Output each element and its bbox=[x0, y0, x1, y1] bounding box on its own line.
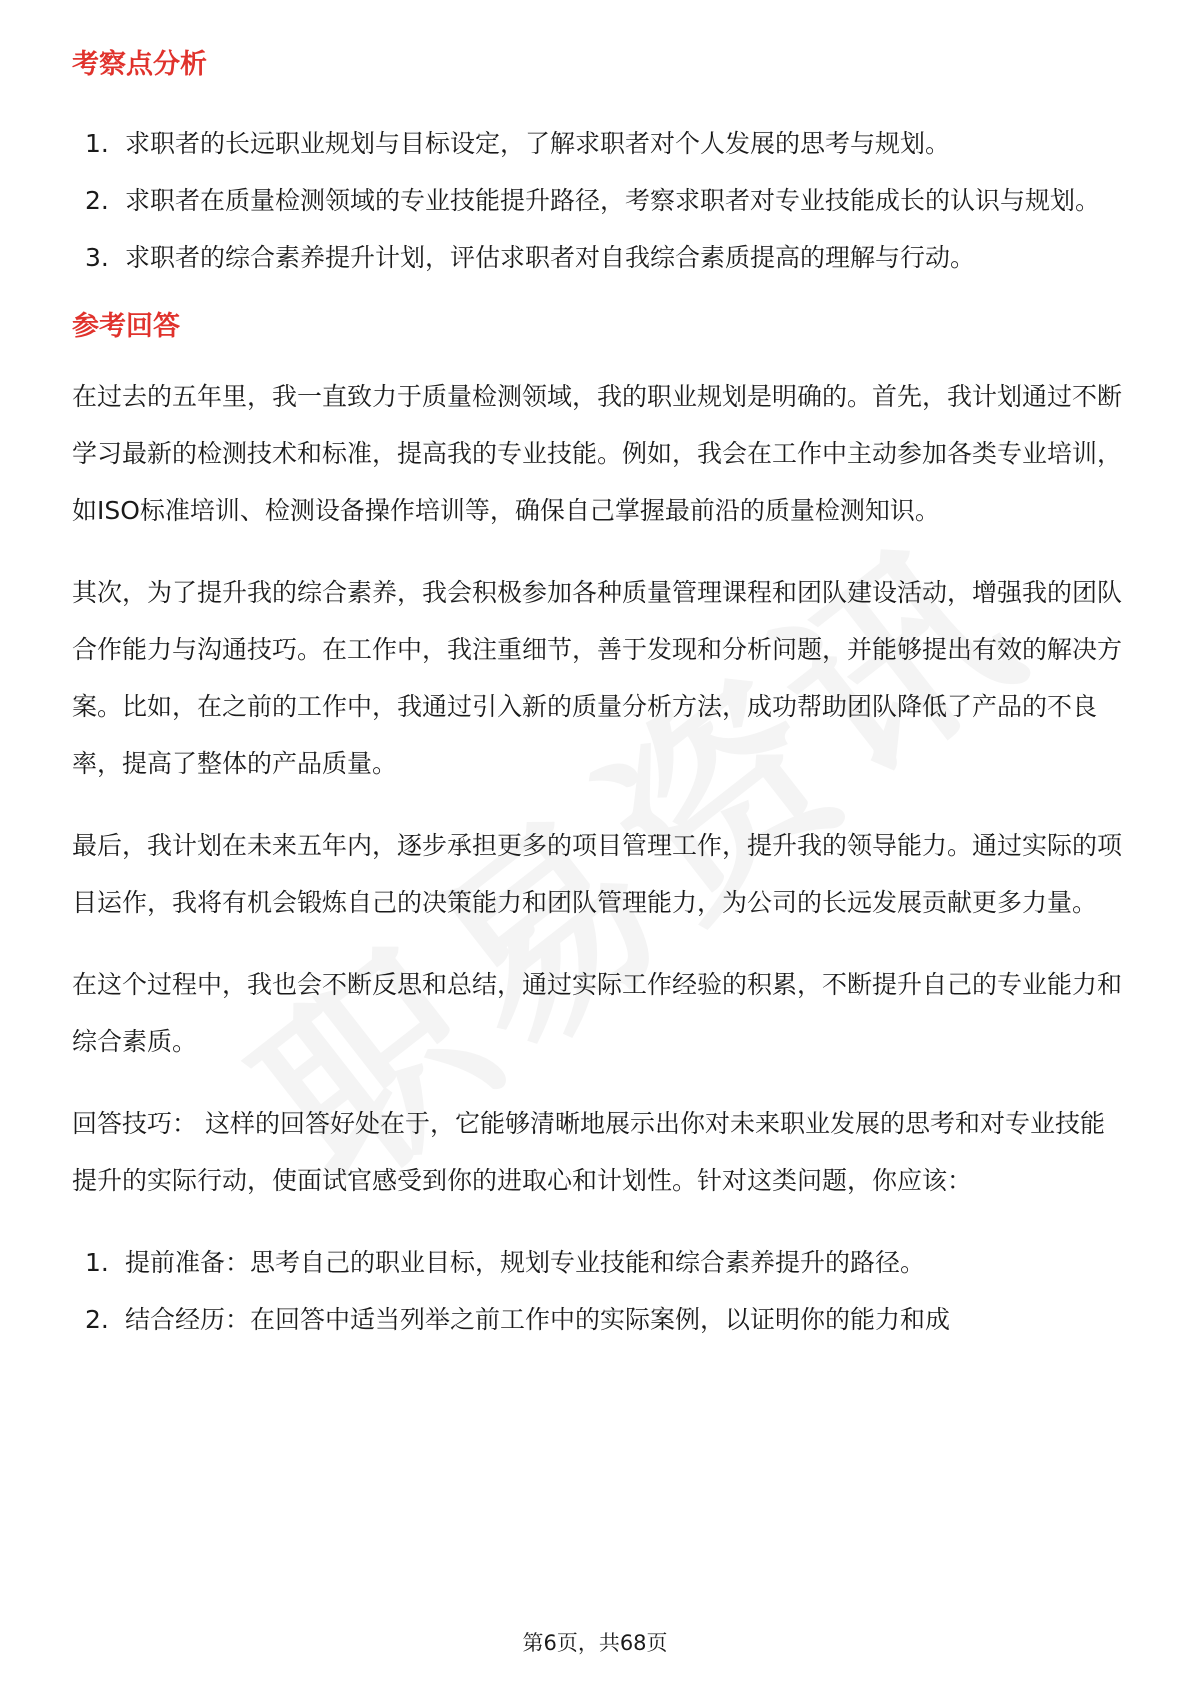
answer-paragraph: 在这个过程中，我也会不断反思和总结，通过实际工作经验的积累，不断提升自己的专业能力和综合素质。 bbox=[72, 970, 1123, 1056]
list-item-number: 2. bbox=[85, 1305, 109, 1334]
list-item-text: 求职者的长远职业规划与目标设定，了解求职者对个人发展的思考与规划。 bbox=[125, 129, 951, 158]
list-item-number: 1. bbox=[85, 1248, 109, 1277]
list-item-number: 3. bbox=[85, 243, 109, 272]
analysis-list bbox=[72, 115, 1122, 286]
list-item bbox=[72, 229, 1122, 286]
page-footer: 第6页，共68页 bbox=[522, 1631, 668, 1655]
list-item-number: 1. bbox=[85, 129, 109, 158]
list-item bbox=[72, 1234, 1122, 1291]
answer-paragraph: 在过去的五年里，我一直致力于质量检测领域，我的职业规划是明确的。首先，我计划通过不断学习最新的检测技术和标准，提高我的专业技能。例如，我会在工作中主动参加各类专业培训，如ISO标准培训、检测设备操作培训等，确保自己掌握最前沿的质量检测知识。 bbox=[72, 382, 1123, 525]
tips-list bbox=[72, 1234, 1122, 1348]
page-content bbox=[72, 40, 1122, 1348]
list-item bbox=[72, 172, 1122, 229]
list-item-number: 2. bbox=[85, 186, 109, 215]
list-item bbox=[72, 115, 1122, 172]
answer-tips-paragraph: 回答技巧： 这样的回答好处在于，它能够清晰地展示出你对未来职业发展的思考和对专业技能提升的实际行动，使面试官感受到你的进取心和计划性。针对这类问题，你应该： bbox=[72, 1109, 1105, 1195]
section-heading-analysis: 考察点分析 bbox=[72, 49, 207, 80]
list-item-text: 提前准备：思考自己的职业目标，规划专业技能和综合素养提升的路径。 bbox=[125, 1248, 926, 1277]
list-item-text: 求职者的综合素养提升计划，评估求职者对自我综合素质提高的理解与行动。 bbox=[125, 243, 976, 272]
list-item bbox=[72, 1291, 1122, 1348]
answer-paragraph: 其次，为了提升我的综合素养，我会积极参加各种质量管理课程和团队建设活动，增强我的团队合作能力与沟通技巧。在工作中，我注重细节，善于发现和分析问题，并能够提出有效的解决方案。比如，在之前的工作中，我通过引入新的质量分析方法，成功帮助团队降低了产品的不良率，提高了整体的产品质量。 bbox=[72, 578, 1123, 778]
section-heading-reference-answer: 参考回答 bbox=[72, 311, 180, 342]
list-item-text: 求职者在质量检测领域的专业技能提升路径，考察求职者对专业技能成长的认识与规划。 bbox=[125, 186, 1101, 215]
answer-paragraph: 最后，我计划在未来五年内，逐步承担更多的项目管理工作，提升我的领导能力。通过实际的项目运作，我将有机会锻炼自己的决策能力和团队管理能力，为公司的长远发展贡献更多力量。 bbox=[72, 831, 1123, 917]
list-item-text: 结合经历：在回答中适当列举之前工作中的实际案例，以证明你的能力和成 bbox=[125, 1305, 951, 1334]
